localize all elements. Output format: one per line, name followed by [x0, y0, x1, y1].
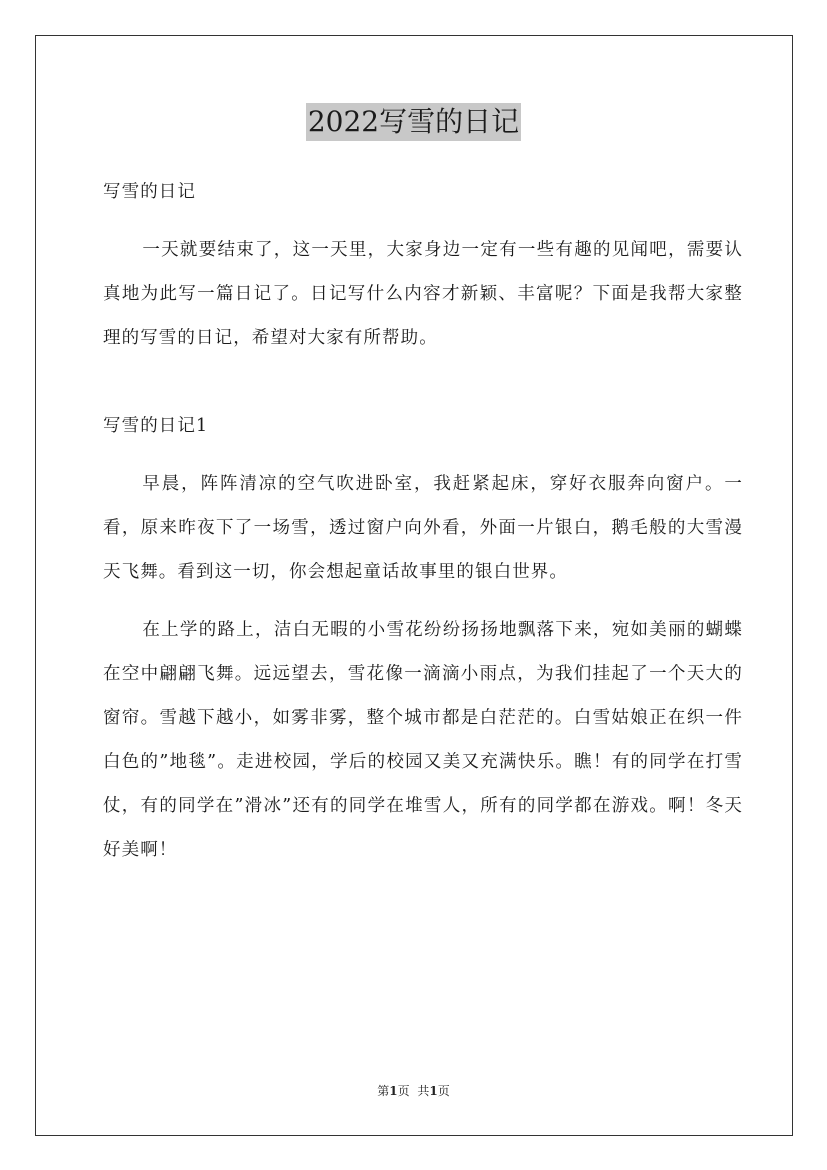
document-body	[103, 170, 743, 872]
spacer	[103, 448, 743, 462]
total-pages: 1	[429, 1084, 438, 1098]
page-footer	[0, 1081, 827, 1101]
diary-1-heading: 写雪的日记1	[103, 416, 209, 436]
total-suffix: 页	[437, 1084, 450, 1098]
diary-1-paragraph-2: 在上学的路上，洁白无暇的小雪花纷纷扬扬地飘落下来，宛如美丽的蝴蝶在空中翩翩飞舞。远远望去，雪花像一滴滴小雨点，为我们挂起了一个天大的窗帘。雪越下越小，如雾非雾，整个城市都是白茫茫的。白雪姑娘正在织一件白色的”地毯”。走进校园，学后的校园又美又充满快乐。瞧！有的同学在打雪仗，有的同学在”滑冰”还有的同学在堆雪人，所有的同学都在游戏。啊！冬天好美啊！	[103, 620, 743, 860]
spacer	[103, 594, 743, 608]
intro-paragraph: 一天就要结束了，这一天里，大家身边一定有一些有趣的见闻吧，需要认真地为此写一篇日记了。日记写什么内容才新颖、丰富呢？下面是我帮大家整理的写雪的日记，希望对大家有所帮助。	[103, 240, 743, 348]
total-prefix: 共	[417, 1084, 430, 1098]
spacer	[103, 214, 743, 228]
title-container	[0, 103, 827, 141]
page-number: 1	[389, 1084, 398, 1098]
intro-heading: 写雪的日记	[103, 182, 196, 202]
page-suffix: 页	[397, 1084, 410, 1098]
document-title: 2022写雪的日记	[306, 103, 521, 141]
diary-1-paragraph-1: 早晨，阵阵清凉的空气吹进卧室，我赶紧起床，穿好衣服奔向窗户。一看，原来昨夜下了一场雪，透过窗户向外看，外面一片银白，鹅毛般的大雪漫天飞舞。看到这一切，你会想起童话故事里的银白世界。	[103, 474, 743, 582]
page-prefix: 第	[377, 1084, 390, 1098]
blank-line	[103, 360, 743, 404]
